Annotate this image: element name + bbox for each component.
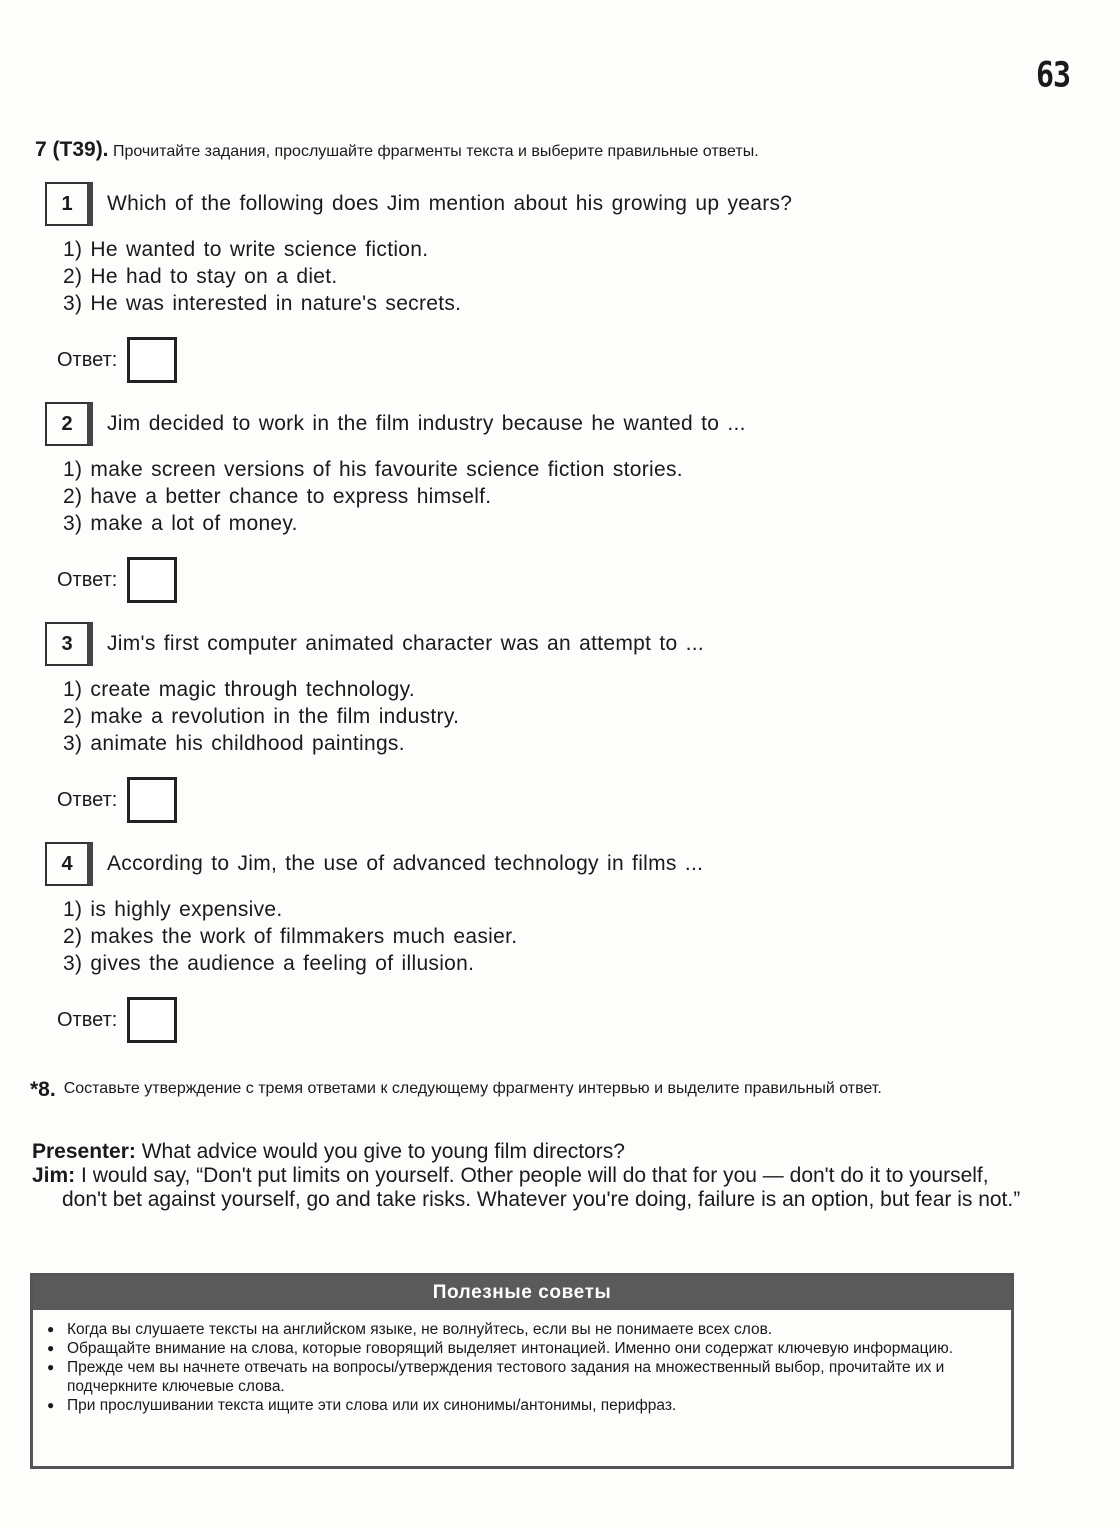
tip-item: ● Когда вы слушаете тексты на английском языке, не волнуйтесь, если вы не понимаете всех слов. <box>47 1320 1011 1339</box>
question-1 <box>45 180 1045 383</box>
task7-number: 7 (T39). <box>35 138 109 161</box>
answer-label: Ответ: <box>57 568 118 591</box>
task8-instruction: Составьте утверждение с тремя ответами к следующему фрагменту интервью и выделите правильный ответ. <box>63 1080 882 1097</box>
task8-heading <box>30 1080 1020 1100</box>
option-item: 2) makes the work of filmmakers much easier. <box>63 925 518 948</box>
option-item: 1) make screen versions of his favourite science fiction stories. <box>63 458 683 481</box>
option-item: 3) make a lot of money. <box>63 512 298 535</box>
question-2 <box>45 400 1045 603</box>
question-text: Jim's first computer animated character was an attempt to ... <box>107 632 705 655</box>
question-number-box: 3 <box>45 622 93 666</box>
tips-list <box>47 1320 1011 1415</box>
option-list <box>63 676 1045 757</box>
option-item: 3) He was interested in nature's secrets. <box>63 292 462 315</box>
answer-box[interactable] <box>127 557 177 603</box>
question-text: According to Jim, the use of advanced technology in films ... <box>107 852 704 875</box>
question-number-box: 4 <box>45 842 93 886</box>
answer-box[interactable] <box>127 337 177 383</box>
answer-box[interactable] <box>127 997 177 1043</box>
question-number-box: 1 <box>45 182 93 226</box>
question-4 <box>45 840 1045 1043</box>
answer-row <box>57 557 1045 603</box>
answer-row <box>57 337 1045 383</box>
option-list <box>63 236 1045 317</box>
option-item: 2) He had to stay on a diet. <box>63 265 338 288</box>
answer-row <box>57 777 1045 823</box>
option-item: 1) is highly expensive. <box>63 898 283 921</box>
option-item: 1) create magic through technology. <box>63 678 415 701</box>
answer-row <box>57 997 1045 1043</box>
option-item: 1) He wanted to write science fiction. <box>63 238 429 261</box>
tips-box <box>30 1273 1014 1469</box>
option-list <box>63 456 1045 537</box>
task7-instruction: Прочитайте задания, прослушайте фрагменты текста и выберите правильные ответы. <box>112 143 759 160</box>
task7-heading <box>35 138 1035 162</box>
answer-label: Ответ: <box>57 348 118 371</box>
page-number: 63 <box>1036 55 1071 96</box>
option-item: 2) have a better chance to express himself. <box>63 485 492 508</box>
answer-label: Ответ: <box>57 1008 118 1031</box>
question-number-box: 2 <box>45 402 93 446</box>
jim-label: Jim: <box>32 1164 76 1187</box>
question-3 <box>45 620 1045 823</box>
option-item: 2) make a revolution in the film industry. <box>63 705 460 728</box>
presenter-text: What advice would you give to young film directors? <box>141 1140 625 1163</box>
option-item: 3) animate his childhood paintings. <box>63 732 405 755</box>
task8-number: *8. <box>30 1078 56 1101</box>
jim-line <box>32 1164 1022 1212</box>
tips-title: Полезные советы <box>33 1276 1011 1310</box>
option-item: 3) gives the audience a feeling of illusion. <box>63 952 475 975</box>
tip-item: ● Прежде чем вы начнете отвечать на вопросы/утверждения тестового задания на множественный выбор, прочитайте их и подчеркните ключевые слова. <box>47 1358 1011 1396</box>
tip-item: ● При прослушивании текста ищите эти слова или их синонимы/антонимы, перифраз. <box>47 1396 1011 1415</box>
presenter-line <box>32 1140 1022 1164</box>
interview-dialogue <box>32 1140 1022 1212</box>
tip-item: ● Обращайте внимание на слова, которые говорящий выделяет интонацией. Именно они содержат ключевую информацию. <box>47 1339 1011 1358</box>
jim-text: I would say, “Don't put limits on yourself. Other people will do that for you — don't do it to yourself, don't bet against yourself, go and take risks. Whatever you're doing, failure is an option, but fear is not.” <box>62 1164 1021 1211</box>
option-list <box>63 896 1045 977</box>
answer-box[interactable] <box>127 777 177 823</box>
question-text: Jim decided to work in the film industry because he wanted to ... <box>107 412 746 435</box>
question-text: Which of the following does Jim mention about his growing up years? <box>107 192 793 215</box>
presenter-label: Presenter: <box>32 1140 136 1163</box>
answer-label: Ответ: <box>57 788 118 811</box>
